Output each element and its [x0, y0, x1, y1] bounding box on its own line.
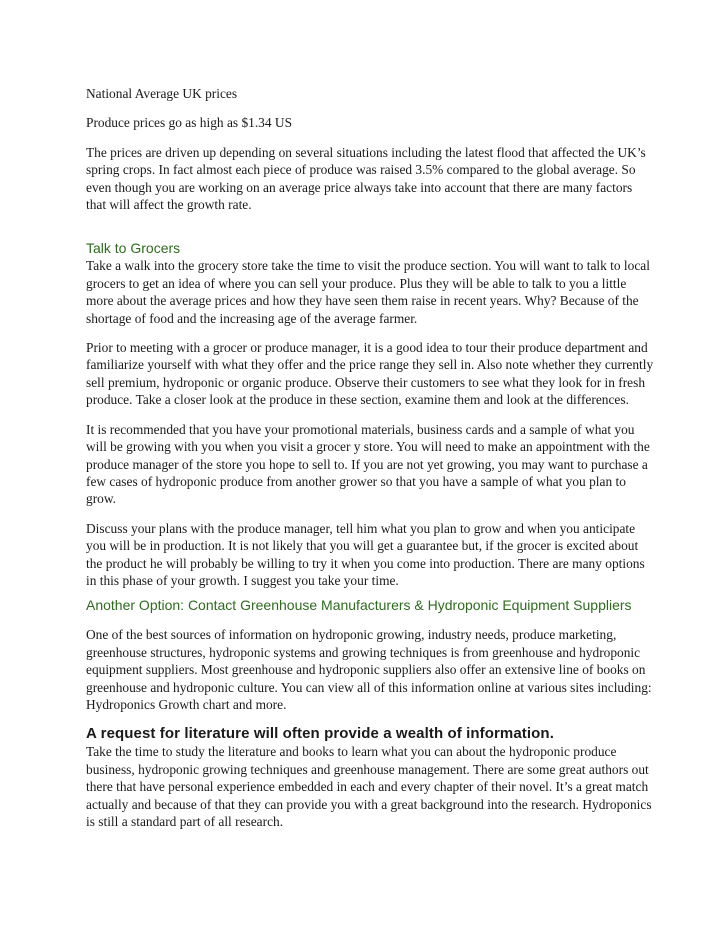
paragraph: Prior to meeting with a grocer or produce manager, it is a good idea to tour their produce department and familiarize yourself with what they offer and the price range they sell in. Also note whether they currently sell premium, hydroponic or organic produce. Observe their customers to see what they look for in fresh produce. Take a closer look at the produce in these section, examine them and look at the differences.	[86, 340, 654, 408]
document-body	[86, 85, 654, 830]
paragraph: Take a walk into the grocery store take the time to visit the produce section. You will want to talk to local grocers to get an idea of where you can sell your produce. Plus they will be able to talk to you a little more about the average prices and how they have seen them raise in recent years. Why? Because of the shortage of food and the increasing age of the average farmer.	[86, 258, 650, 326]
paragraph: It is recommended that you have your promotional materials, business cards and a sample of what you will be growing with you when you visit a grocer y store. You will need to make an appointment with the produce manager of the store you hope to sell to. If you are not yet growing, you may want to purchase a few cases of hydroponic produce from another grower so that you have a sample of what you plan to grow.	[86, 421, 650, 507]
paragraph: Discuss your plans with the produce manager, tell him what you plan to grow and when you anticipate you will be in production. It is not likely that you will get a guarantee but, if the grocer is excited about the product he will probably be willing to try it when you come into production. There are many options in this phase of your growth. I suggest you take your time.	[86, 520, 645, 588]
intro-paragraph: The prices are driven up depending on several situations including the latest flood that affected the UK’s spring crops. In fact almost each piece of produce was raised 3.5% compared to the global average. So even though you are working on an average price always take into account that there are many factors that will affect the growth rate.	[86, 144, 646, 213]
section-heading-request-literature: A request for literature will often provide a wealth of information.	[86, 725, 554, 743]
section-heading-talk-to-grocers: Talk to Grocers	[86, 240, 181, 257]
paragraph: Take the time to study the literature and books to learn what you can about the hydroponic produce business, hydroponic growing techniques and greenhouse management. There are some great authors out there that have personal experience embedded in each and every chapter of their novel. It’s a great match actually and because of that they can provide you with a great background into the research. Hydroponics is still a standard part of all research.	[86, 744, 652, 829]
paragraph: One of the best sources of information on hydroponic growing, industry needs, produce marketing, greenhouse structures, hydroponic systems and growing techniques is from greenhouse and hydroponic equipment suppliers. Most greenhouse and hydroponic suppliers also offer an extensive line of books on greenhouse and hydroponic culture. You can view all of this information online at various sites including: Hydroponics Growth chart and more.	[86, 627, 652, 712]
title-line: National Average UK prices	[86, 86, 238, 101]
section-heading-another-option: Another Option: Contact Greenhouse Manufacturers & Hydroponic Equipment Suppliers	[86, 597, 632, 614]
price-line: Produce prices go as high as $1.34 US	[86, 115, 293, 131]
